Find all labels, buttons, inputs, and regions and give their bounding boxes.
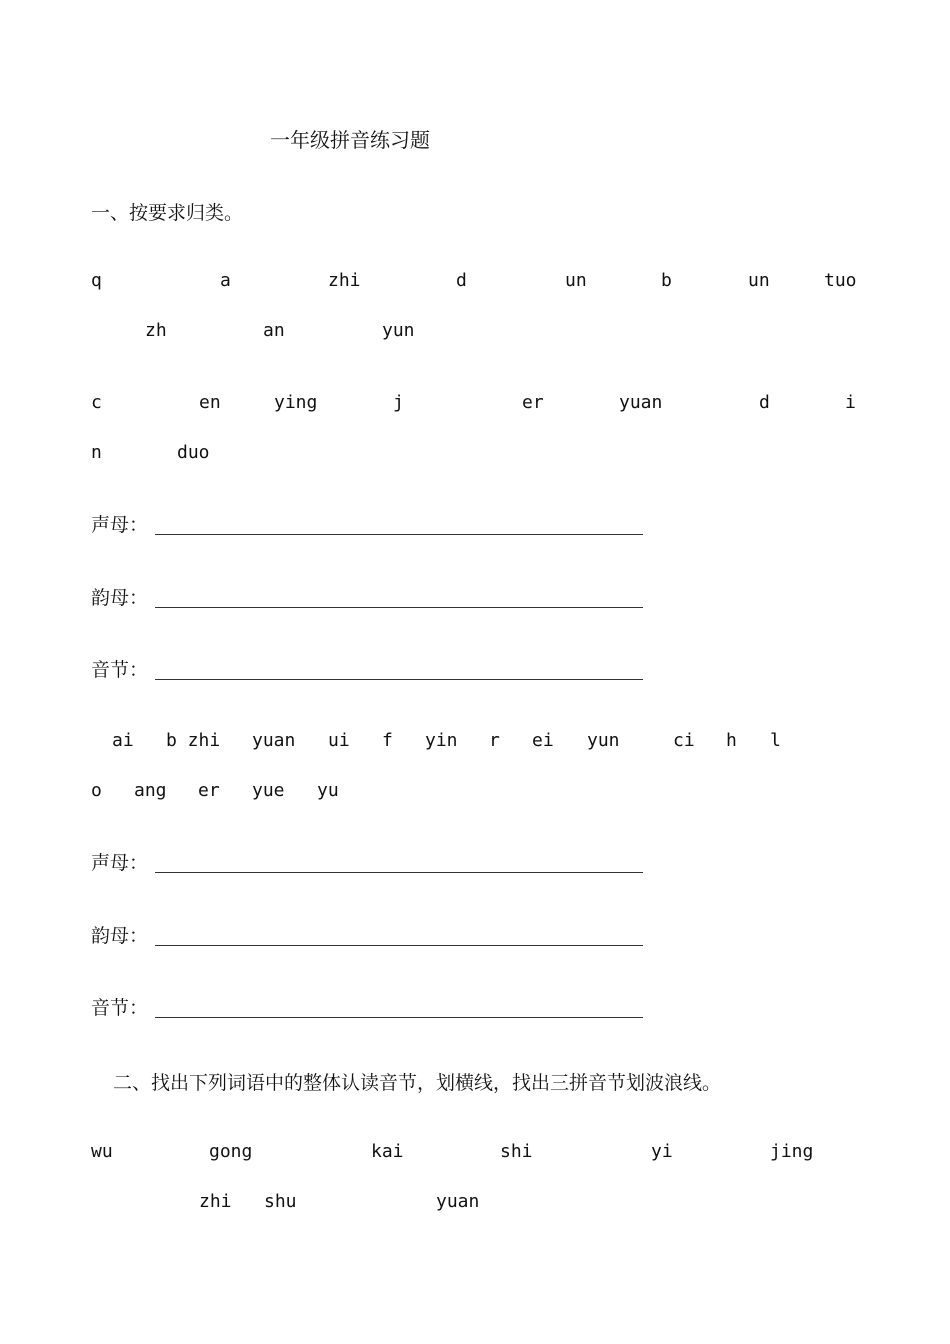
- pinyin-item: ai: [112, 730, 134, 751]
- pinyin-item: yuan: [619, 392, 663, 413]
- answer-underline: [155, 679, 643, 680]
- answer-underline: [155, 872, 643, 873]
- pinyin-item: i: [845, 392, 856, 413]
- pinyin-item: un: [748, 270, 770, 291]
- pinyin-item: l: [770, 730, 781, 751]
- pinyin-item: en: [199, 392, 221, 413]
- pinyin-item: yun: [382, 320, 415, 341]
- pinyin-item: yun: [587, 730, 620, 751]
- pinyin-item: ei: [532, 730, 554, 751]
- answer-underline: [155, 534, 643, 535]
- yinjie-label: 音节：: [91, 997, 149, 1019]
- answer-underline: [155, 945, 643, 946]
- pinyin-item: b zhi: [166, 730, 221, 751]
- pinyin-item: yuan: [252, 730, 296, 751]
- pinyin-item: ang: [134, 780, 167, 801]
- pinyin-item: ci: [673, 730, 695, 751]
- pinyin-item: gong: [209, 1141, 253, 1162]
- pinyin-item: zhi: [199, 1191, 232, 1212]
- pinyin-item: b: [661, 270, 672, 291]
- section-2-heading: 二、找出下列词语中的整体认读音节，划横线，找出三拼音节划波浪线。: [113, 1072, 722, 1094]
- pinyin-item: zhi: [328, 270, 361, 291]
- shengmu-label: 声母：: [91, 514, 149, 536]
- pinyin-item: wu: [91, 1141, 113, 1162]
- pinyin-item: ying: [274, 392, 318, 413]
- pinyin-item: o: [91, 780, 102, 801]
- pinyin-item: yue: [252, 780, 285, 801]
- pinyin-item: shi: [500, 1141, 533, 1162]
- pinyin-item: ui: [328, 730, 350, 751]
- pinyin-item: d: [759, 392, 770, 413]
- pinyin-item: er: [198, 780, 220, 801]
- pinyin-item: n: [91, 442, 102, 463]
- pinyin-item: q: [91, 270, 102, 291]
- pinyin-item: shu: [264, 1191, 297, 1212]
- answer-underline: [155, 1017, 643, 1018]
- pinyin-item: un: [565, 270, 587, 291]
- pinyin-item: a: [220, 270, 231, 291]
- pinyin-item: kai: [371, 1141, 404, 1162]
- pinyin-item: yin: [425, 730, 458, 751]
- pinyin-item: zh: [145, 320, 167, 341]
- pinyin-item: yi: [651, 1141, 673, 1162]
- section-1-heading: 一、按要求归类。: [91, 202, 244, 224]
- pinyin-item: d: [456, 270, 467, 291]
- yunmu-label: 韵母：: [91, 925, 149, 947]
- pinyin-item: er: [522, 392, 544, 413]
- pinyin-item: h: [726, 730, 737, 751]
- pinyin-item: yuan: [436, 1191, 480, 1212]
- pinyin-item: jing: [770, 1141, 814, 1162]
- pinyin-item: duo: [177, 442, 210, 463]
- shengmu-label: 声母：: [91, 852, 149, 874]
- answer-underline: [155, 607, 643, 608]
- pinyin-item: r: [489, 730, 500, 751]
- pinyin-item: f: [382, 730, 393, 751]
- page-title: 一年级拼音练习题: [270, 128, 430, 152]
- yinjie-label: 音节：: [91, 659, 149, 681]
- pinyin-item: j: [393, 392, 404, 413]
- yunmu-label: 韵母：: [91, 587, 149, 609]
- pinyin-item: yu: [317, 780, 339, 801]
- pinyin-item: c: [91, 392, 102, 413]
- pinyin-item: tuo: [824, 270, 857, 291]
- pinyin-item: an: [263, 320, 285, 341]
